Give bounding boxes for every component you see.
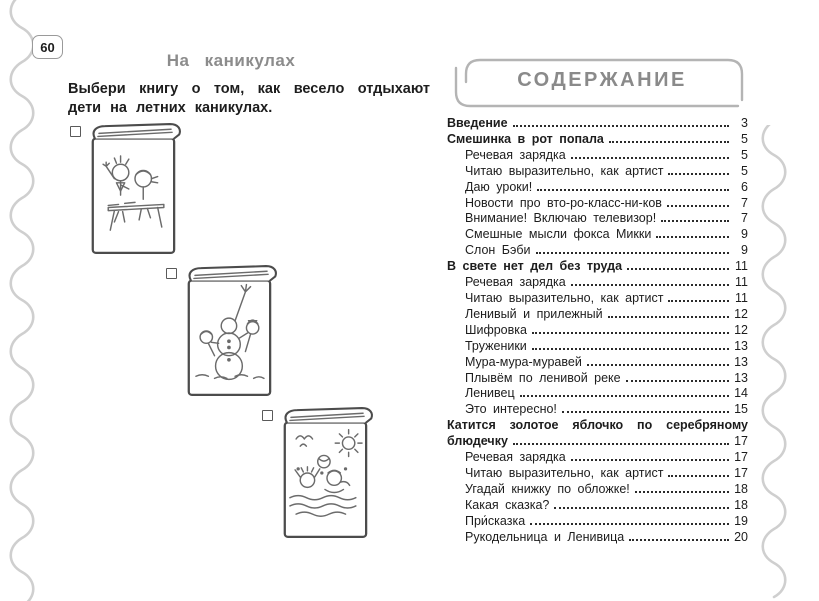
toc-row	[447, 371, 748, 387]
toc-dot-leader	[513, 443, 729, 445]
toc-row	[447, 291, 748, 307]
toc-entry-page: 11	[735, 259, 748, 274]
toc-dot-leader	[629, 539, 729, 541]
toc-entry-page: 7	[741, 211, 748, 226]
toc-entry-label: блюдечку	[447, 434, 508, 449]
toc-title: СОДЕРЖАНИЕ	[517, 69, 687, 91]
book-option-1	[70, 121, 200, 261]
toc-row	[447, 386, 748, 402]
toc-entry-page: 18	[734, 481, 748, 496]
toc-entry-page: 11	[735, 275, 748, 290]
toc-entry-label: Новости про вто-ро-класс-ни-ков	[465, 195, 662, 210]
toc-entry-label: Введение	[447, 116, 508, 130]
toc-row	[447, 259, 748, 275]
toc-entry-page: 17	[734, 450, 748, 465]
toc-entry-label: Угадай книжку по обложке!	[465, 481, 630, 496]
toc-dot-leader	[571, 459, 729, 461]
toc-entry-label: Смешные мысли фокса Микки	[465, 227, 652, 242]
book-option-2	[166, 263, 296, 403]
toc-entry-page: 7	[741, 195, 748, 210]
toc-entry-label: Ленивец	[465, 386, 515, 401]
toc-dot-leader	[513, 125, 729, 127]
toc-dot-leader	[609, 141, 729, 143]
toc-entry-page: 5	[741, 131, 748, 146]
toc-entry-page: 18	[734, 497, 748, 512]
toc-entry-label: Рукодельница и Ленивица	[465, 529, 625, 544]
toc-dot-leader	[661, 220, 729, 222]
toc-entry-page: 12	[734, 306, 748, 321]
toc-entry-page: 15	[734, 402, 748, 417]
toc-entry-label: Смешинка в рот попала	[447, 131, 604, 146]
toc-row	[447, 164, 748, 180]
book-cover-school-scene-icon	[83, 121, 187, 259]
toc-dot-leader	[667, 205, 729, 207]
toc-dot-leader	[627, 268, 729, 270]
toc-row	[447, 132, 748, 148]
toc-dot-leader	[537, 189, 729, 191]
toc-entry-label: Ленивый и прилежный	[465, 306, 603, 321]
toc-entry-label: Шифровка	[465, 322, 527, 337]
toc-entry-label: Плывём по ленивой реке	[465, 370, 621, 385]
left-page-title: На каникулах	[166, 51, 296, 70]
toc-row	[447, 339, 748, 355]
toc-dot-leader	[668, 475, 729, 477]
toc-dot-leader	[520, 395, 729, 397]
toc-entry-label: Какая сказка?	[465, 497, 550, 512]
toc-dot-leader	[626, 380, 729, 382]
toc-row	[447, 418, 748, 434]
book-option-3	[262, 405, 392, 545]
toc-row	[447, 466, 748, 482]
toc-entry-label: Речевая зарядка	[465, 147, 566, 162]
toc-entry-label: Катится золотое яблочко по серебряному	[447, 418, 748, 433]
toc-entry-label: Слон Бэби	[465, 243, 531, 258]
toc-entry-page: 13	[734, 354, 748, 369]
toc-dot-leader	[635, 491, 729, 493]
toc-entry-label: Речевая зарядка	[465, 450, 566, 465]
toc-entry-page: 5	[741, 147, 748, 162]
toc-entry-label: Читаю выразительно, как артист	[465, 290, 664, 305]
toc-entry-label: Читаю выразительно, как артист	[465, 465, 664, 480]
toc-dot-leader	[571, 284, 729, 286]
toc-entry-page: 13	[734, 338, 748, 353]
toc-entry-label: Читаю выразительно, как артист	[465, 163, 664, 178]
book-1-checkbox[interactable]	[70, 126, 81, 137]
toc-row	[447, 434, 748, 450]
toc-row	[447, 498, 748, 514]
toc-row	[447, 116, 748, 132]
toc-row	[447, 211, 748, 227]
instruction-text: Выбери книгу о том, как весело отдыхают дети на летних каникулах.	[68, 81, 430, 116]
toc-dot-leader	[532, 332, 729, 334]
toc-row	[447, 402, 748, 418]
toc-list	[447, 116, 748, 545]
toc-entry-page: 14	[734, 386, 748, 401]
toc-dot-leader	[608, 316, 729, 318]
toc-entry-page: 3	[741, 116, 748, 130]
book-cover-swimming-scene-icon	[275, 405, 379, 543]
toc-entry-page: 5	[741, 163, 748, 178]
toc-row	[447, 196, 748, 212]
toc-entry-page: 20	[734, 529, 748, 544]
toc-row	[447, 355, 748, 371]
toc-row	[447, 180, 748, 196]
toc-row	[447, 450, 748, 466]
toc-row	[447, 148, 748, 164]
toc-dot-leader	[587, 364, 729, 366]
toc-header	[452, 52, 752, 114]
toc-dot-leader	[656, 236, 729, 238]
toc-entry-label: Труженики	[465, 338, 527, 353]
toc-row	[447, 514, 748, 530]
toc-dot-leader	[530, 523, 729, 525]
toc-row	[447, 482, 748, 498]
left-wavy-line	[2, 0, 38, 601]
toc-entry-page: 11	[735, 290, 748, 305]
toc-entry-page: 9	[741, 227, 748, 242]
toc-entry-label: Речевая зарядка	[465, 275, 566, 290]
page-number-badge	[32, 35, 63, 59]
book-cover-snowman-scene-icon	[179, 263, 283, 401]
page-number: 60	[40, 39, 55, 55]
toc-dot-leader	[668, 173, 729, 175]
toc-dot-leader	[562, 411, 729, 413]
toc-row	[447, 243, 748, 259]
toc-entry-label: Внимание! Включаю телевизор!	[465, 211, 657, 226]
book-2-checkbox[interactable]	[166, 268, 177, 279]
toc-row	[447, 275, 748, 291]
book-3-checkbox[interactable]	[262, 410, 273, 421]
toc-entry-page: 12	[734, 322, 748, 337]
toc-entry-page: 9	[741, 243, 748, 258]
toc-dot-leader	[571, 157, 729, 159]
toc-entry-label: Это интересно!	[465, 402, 557, 417]
toc-row	[447, 307, 748, 323]
toc-row	[447, 227, 748, 243]
toc-entry-page: 17	[734, 465, 748, 480]
toc-row	[447, 323, 748, 339]
toc-dot-leader	[668, 300, 729, 302]
toc-dot-leader	[532, 348, 729, 350]
toc-entry-page: 6	[741, 179, 748, 194]
toc-entry-page: 17	[734, 434, 748, 449]
toc-dot-leader	[536, 252, 729, 254]
right-wavy-line	[756, 125, 792, 601]
toc-entry-label: Даю уроки!	[465, 179, 533, 194]
toc-dot-leader	[554, 507, 729, 509]
toc-entry-label: При́сказка	[465, 513, 526, 528]
toc-row	[447, 530, 748, 546]
toc-entry-page: 19	[734, 513, 748, 528]
toc-entry-label: В свете нет дел без труда	[447, 259, 623, 274]
toc-entry-page: 13	[734, 370, 748, 385]
toc-entry-label: Мура-мура-муравей	[465, 354, 582, 369]
